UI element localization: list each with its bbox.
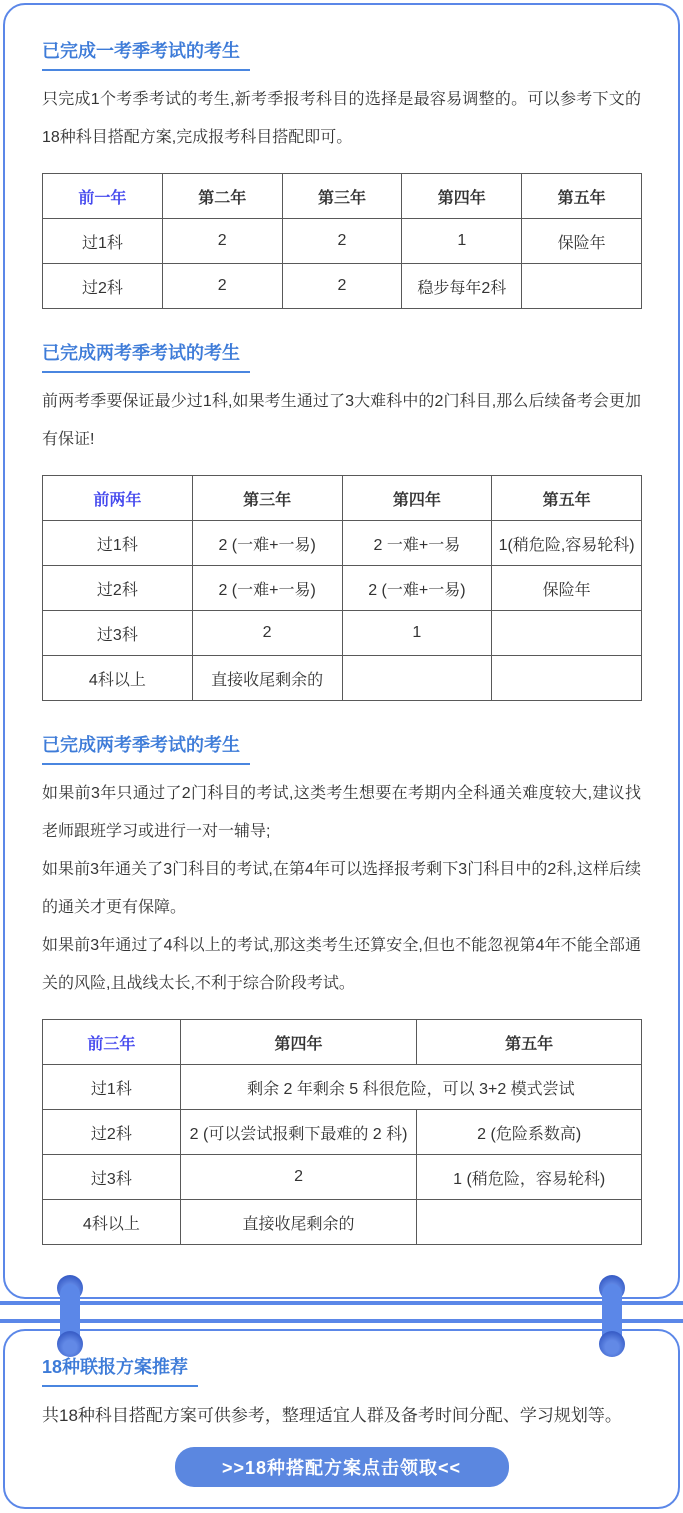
section-3-paragraphs: [42, 775, 641, 1003]
table-cell: 2: [282, 219, 402, 264]
table-cell: 过3科: [43, 1155, 181, 1200]
table-cell: [522, 264, 642, 309]
table-cell: 稳步每年2科: [402, 264, 522, 309]
table-cell: [417, 1200, 642, 1245]
plan-table-2: [42, 475, 642, 701]
table-header-cell: 第五年: [492, 476, 642, 521]
table-cell: 4科以上: [43, 656, 193, 701]
table-cell: 直接收尾剩余的: [180, 1200, 417, 1245]
section-heading-2: [42, 343, 641, 373]
table-cell: 2: [162, 219, 282, 264]
table-cell: 2 (一难+一易): [342, 566, 492, 611]
table-cell: 2 (一难+一易): [192, 566, 342, 611]
table-cell: 2 (可以尝试报剩下最难的 2 科): [180, 1110, 417, 1155]
table-cell: [492, 611, 642, 656]
promo-heading: [42, 1357, 641, 1387]
section-three-seasons: [42, 735, 641, 1245]
section-3-paragraph-2: 如果前3年通关了3门科目的考试,在第4年可以选择报考剩下3门科目中的2科,这样后续的通关才更有保障。: [42, 861, 641, 916]
promo-card: [3, 1329, 680, 1509]
section-two-seasons: [42, 343, 641, 701]
table-cell: 过2科: [43, 1110, 181, 1155]
table-cell: 1: [342, 611, 492, 656]
binder-pin-right-bar: [602, 1284, 622, 1348]
tear-line-top: [0, 1301, 683, 1305]
get-plans-button[interactable]: >>18种搭配方案点击领取<<: [175, 1447, 509, 1487]
plan-table-1: [42, 173, 642, 309]
table-header-cell: 第二年: [162, 174, 282, 219]
promo-heading-text: 18种联报方案推荐: [42, 1357, 198, 1387]
section-1-paragraph: 只完成1个考季考试的考生,新考季报考科目的选择是最容易调整的。可以参考下文的18种科目搭配方案,完成报考科目搭配即可。: [42, 91, 641, 146]
table-header-cell: 第四年: [342, 476, 492, 521]
table-2-header-row: [43, 476, 642, 521]
table-cell: 过1科: [43, 1065, 181, 1110]
table-cell: [342, 656, 492, 701]
table-row: [43, 566, 642, 611]
table-row: [43, 611, 642, 656]
table-header-cell: 前一年: [43, 174, 163, 219]
table-cell: 2: [180, 1155, 417, 1200]
table-row: [43, 219, 642, 264]
table-cell: 保险年: [522, 219, 642, 264]
promo-paragraph: 共18种科目搭配方案可供参考，整理适宜人群及备考时间分配、学习规划等。: [42, 1406, 622, 1425]
table-header-cell: 前两年: [43, 476, 193, 521]
table-row: [43, 1065, 642, 1110]
table-cell: 剩余 2 年剩余 5 科很危险，可以 3+2 模式尝试: [180, 1065, 641, 1110]
table-cell: 1: [402, 219, 522, 264]
table-3-header-row: [43, 1020, 642, 1065]
table-cell: 2: [282, 264, 402, 309]
table-row: [43, 521, 642, 566]
binder-pin-left-bar: [60, 1284, 80, 1348]
table-header-cell: 第三年: [282, 174, 402, 219]
section-3-paragraph-1: 如果前3年只通过了2门科目的考试,这类考生想要在考期内全科通关难度较大,建议找老师跟班学习或进行一对一辅导;: [42, 785, 641, 840]
table-1-header-row: [43, 174, 642, 219]
section-heading-1: [42, 41, 641, 71]
table-cell: 2 (一难+一易): [192, 521, 342, 566]
table-row: [43, 1200, 642, 1245]
table-header-cell: 第五年: [522, 174, 642, 219]
table-cell: 过1科: [43, 219, 163, 264]
table-cell: 2 (危险系数高): [417, 1110, 642, 1155]
section-heading-3-text: 已完成两考季考试的考生: [42, 735, 250, 765]
table-cell: [492, 656, 642, 701]
tear-line-bottom: [0, 1319, 683, 1323]
page-tear-divider: [0, 1299, 683, 1329]
section-heading-3: [42, 735, 641, 765]
main-article-card: [3, 3, 680, 1299]
table-cell: 4科以上: [43, 1200, 181, 1245]
table-cell: 2: [162, 264, 282, 309]
table-cell: 2 一难+一易: [342, 521, 492, 566]
table-cell: 过2科: [43, 566, 193, 611]
table-header-cell: 第四年: [180, 1020, 417, 1065]
section-3-paragraph-3: 如果前3年通过了4科以上的考试,那这类考生还算安全,但也不能忽视第4年不能全部通关的风险,且战线太长,不利于综合阶段考试。: [42, 937, 641, 992]
table-cell: 1 (稍危险，容易轮科): [417, 1155, 642, 1200]
table-row: [43, 1155, 642, 1200]
section-heading-1-text: 已完成一考季考试的考生: [42, 41, 250, 71]
table-header-cell: 第三年: [192, 476, 342, 521]
section-2-paragraph: 前两考季要保证最少过1科,如果考生通过了3大难科中的2门科目,那么后续备考会更加有保证!: [42, 393, 641, 448]
table-header-cell: 第四年: [402, 174, 522, 219]
table-cell: 过3科: [43, 611, 193, 656]
plan-table-3: [42, 1019, 642, 1245]
table-cell: 直接收尾剩余的: [192, 656, 342, 701]
table-cell: 保险年: [492, 566, 642, 611]
section-one-season: [42, 41, 641, 309]
section-heading-2-text: 已完成两考季考试的考生: [42, 343, 250, 373]
table-cell: 过2科: [43, 264, 163, 309]
table-cell: 1(稍危险,容易轮科): [492, 521, 642, 566]
binder-pin-right: [601, 1275, 623, 1357]
binder-pin-left: [59, 1275, 81, 1357]
table-row: [43, 264, 642, 309]
table-header-cell: 第五年: [417, 1020, 642, 1065]
table-cell: 2: [192, 611, 342, 656]
table-header-cell: 前三年: [43, 1020, 181, 1065]
table-cell: 过1科: [43, 521, 193, 566]
table-row: [43, 1110, 642, 1155]
table-row: [43, 656, 642, 701]
